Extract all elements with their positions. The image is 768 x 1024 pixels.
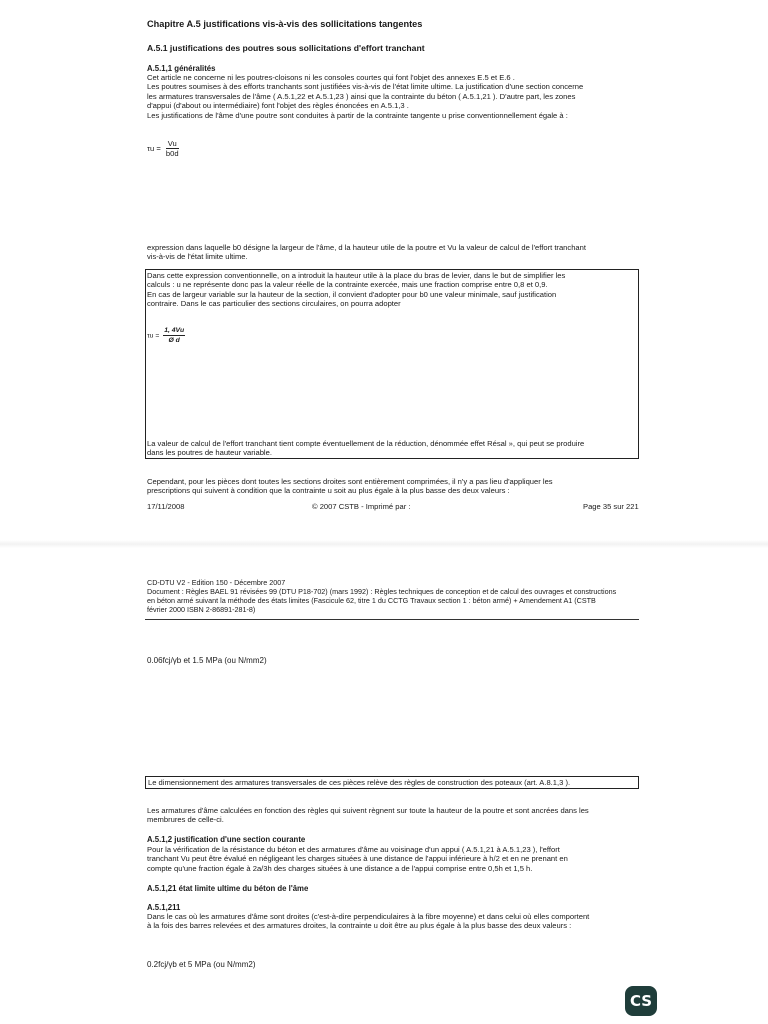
text-line: Dans cette expression conventionnelle, on a introduit la hauteur utile à la place du bras de levier, dans le but de simplifier les <box>147 271 566 280</box>
text-line: février 2000 ISBN 2-86891-281-8) <box>147 605 256 614</box>
text-line: les armatures transversales de l'âme ( A.5.1,22 et A.5.1,23 ) ainsi que la contrainte du béton ( A.5.1,21 ). D'autre part, les zones <box>147 91 576 101</box>
formula-numerator: Vu <box>167 139 177 148</box>
formula-numerator: 1, 4Vu <box>163 326 185 336</box>
header-rule <box>145 619 639 620</box>
formula-denominator: b0d <box>165 149 179 159</box>
logo-text: CS <box>629 992 653 1010</box>
formula-limit-compressed: 0.06fcj/γb et 1.5 MPa (ou N/mm2) <box>147 656 267 665</box>
text-line: membrures de celle-ci. <box>147 815 224 825</box>
section-a5121-title: A.5.1,21 état limite ultime du béton de l'âme <box>147 884 309 893</box>
text-line: calculs : u ne représente donc pas la valeur réelle de la contrainte exercée, mais une fraction comprise entre 0,8 et 0,9. <box>147 280 548 290</box>
chapter-title: Chapitre A.5 justifications vis-à-vis des sollicitations tangentes <box>147 19 423 29</box>
section-a512-title: A.5.1,2 justification d'une section courante <box>147 835 306 844</box>
text-line: En cas de largeur variable sur la hauteur de la section, il convient d'adopter pour b0 une valeur minimale, sauf justification <box>147 289 557 299</box>
web-reinforcement-paragraph <box>147 806 647 825</box>
text-line: à la fois des barres relevées et des armatures droites, la contrainte u doit être au plus égale à la plus basse des deux valeurs : <box>147 921 572 931</box>
formula-limit-straight-reinforcement: 0.2fcj/γb et 5 MPa (ou N/mm2) <box>147 960 256 969</box>
formula-circular-section <box>147 326 185 346</box>
text-line: Dans le cas où les armatures d'âme sont droites (c'est-à-dire perpendiculaires à la fibre moyenne) et dans celui où elles comportent <box>147 912 590 921</box>
boxed-note: Le dimensionnement des armatures transversales de ces pièces relève des règles de construction des poteaux (art. A.8.1,3 ). <box>145 776 639 789</box>
footer-page-number: Page 35 sur 221 <box>583 502 639 511</box>
comment-box <box>145 269 639 459</box>
formula-denominator: Ø d <box>168 337 180 345</box>
text-line: compte qu'une fraction égale à 2a/3h des charges situées à une distance a de l'appui comprise entre 0,5h et 1,5 h. <box>147 863 533 873</box>
text-line: Les poutres soumises à des efforts tranchants sont justifiées vis-à-vis de l'état limite ultime. La justification d'une section concerne <box>147 82 584 92</box>
text-line: prescriptions qui suivent à condition que la contrainte u soit au plus égale à la plus basse des deux valeurs : <box>147 486 510 496</box>
text-line: Cependant, pour les pièces dont toutes les sections droites sont entièrement comprimées, il n'y a pas lieu d'appliquer les <box>147 477 553 486</box>
text-line: CD-DTU V2 - Edition 150 - Décembre 2007 <box>147 578 286 587</box>
formula-lhs: τu = <box>147 332 160 340</box>
text-line: d'appui (d'about ou intermédiaire) font l'objet des règles énoncées en A.5.1,3 . <box>147 101 409 111</box>
text-line: Document : Règles BAEL 91 révisées 99 (DTU P18-702) (mars 1992) : Règles techniques de conception et de calcul des ouvrages et constructions <box>147 587 617 596</box>
section-a512-paragraph <box>147 845 647 873</box>
subsection-title: A.5.1,1 généralités <box>147 64 216 73</box>
text-line: dans les poutres de hauteur variable. <box>147 448 272 458</box>
document-header <box>147 578 647 614</box>
page-break <box>0 540 768 548</box>
text-line: expression dans laquelle b0 désigne la largeur de l'âme, d la hauteur utile de la poutre et Vu la valeur de calcul de l'effort tranchant <box>147 243 586 252</box>
compressed-sections-paragraph <box>147 477 647 496</box>
formula-lhs: τu = <box>147 143 161 153</box>
text-line: en béton armé suivant la méthode des états limites (Fascicule 62, titre 1 du CCTG Travaux section 1 : béton armé) + Amendement A1 (CSTB <box>147 596 596 605</box>
expression-paragraph <box>147 243 647 262</box>
text-line: Les armatures d'âme calculées en fonction des règles qui suivent règnent sur toute la hauteur de la poutre et sont ancrées dans les <box>147 806 589 815</box>
text-line: contraire. Dans le cas particulier des sections circulaires, on pourra adopter <box>147 299 401 309</box>
text-line: tranchant Vu peut être évalué en négligeant les charges situées à une distance de l'appui inférieure à h/2 et en ne prenant en <box>147 854 568 864</box>
camscanner-logo <box>625 986 657 1016</box>
text-line: Les justifications de l'âme d'une poutre sont conduites à partir de la contrainte tangente u prise conventionnellement égale à : <box>147 110 568 120</box>
section-title: A.5.1 justifications des poutres sous sollicitations d'effort tranchant <box>147 43 425 53</box>
footer-copyright: © 2007 CSTB - Imprimé par : <box>312 502 411 511</box>
formula-tau-u <box>147 139 179 159</box>
text-line: La valeur de calcul de l'effort tranchant tient compte éventuellement de la réduction, dénommée effet Résal », qui peut se produire <box>147 439 585 448</box>
section-a51211-paragraph <box>147 912 647 931</box>
text-line: vis-à-vis de l'état limite ultime. <box>147 252 248 262</box>
text-line: Pour la vérification de la résistance du béton et des armatures d'âme au voisinage d'un appui ( A.5.1,21 à A.5.1,23 ), l'effort <box>147 845 560 854</box>
intro-paragraph <box>147 73 647 120</box>
section-a51211-title: A.5.1,211 <box>147 903 181 912</box>
footer-date: 17/11/2008 <box>147 502 185 511</box>
text-line: Cet article ne concerne ni les poutres-cloisons ni les consoles courtes qui font l'objet des annexes E.5 et E.6 . <box>147 73 515 82</box>
